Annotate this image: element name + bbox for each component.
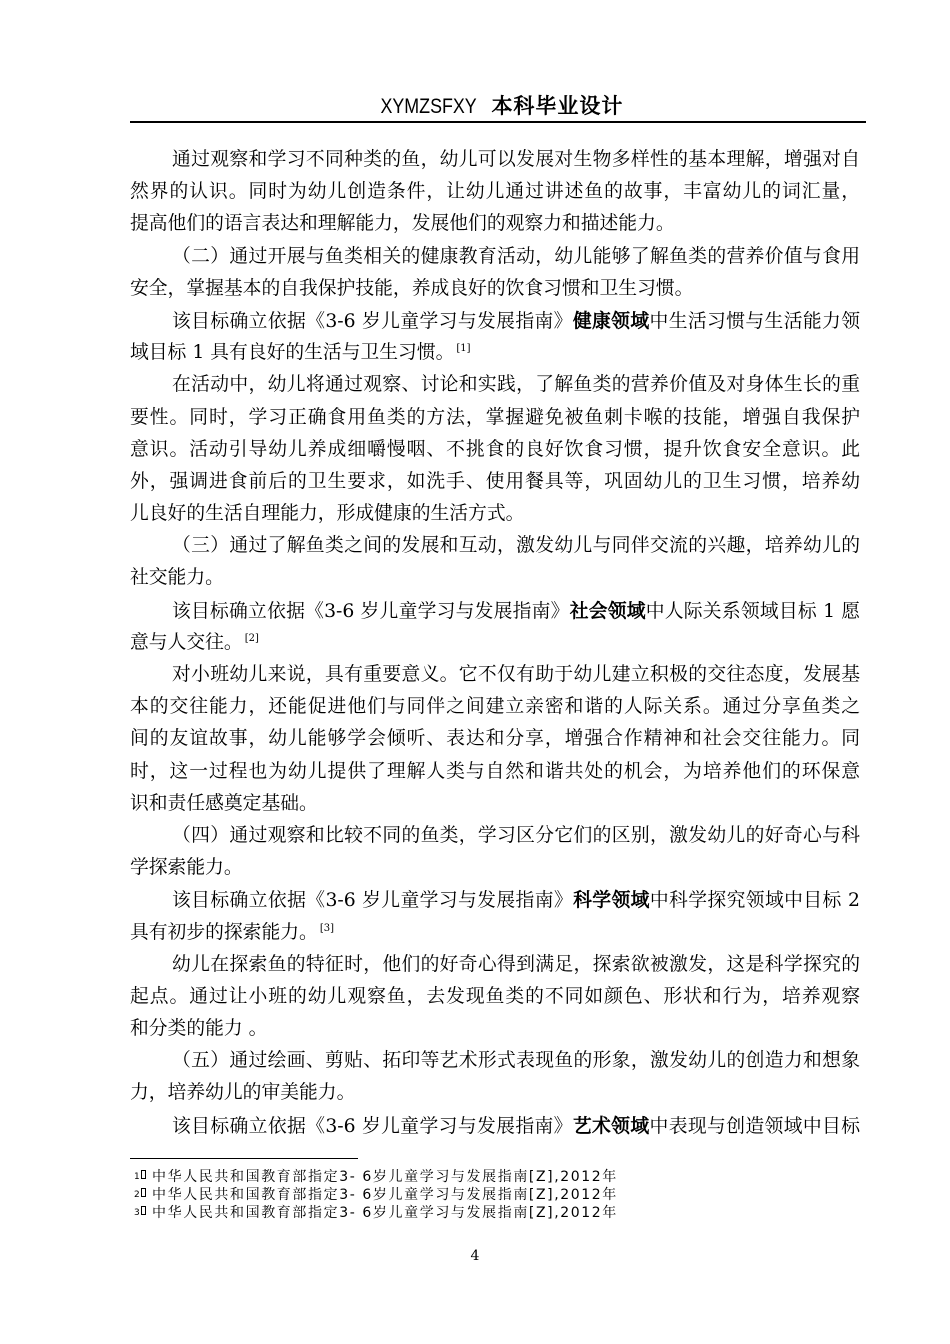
document-body — [130, 144, 860, 1142]
text-run: 幼儿在探索鱼的特征时，他们的好奇心得到满足，探索欲被激发，这是科学探究的 — [172, 953, 860, 975]
footnotes — [134, 1168, 618, 1222]
text-line — [130, 498, 860, 530]
text-line — [130, 241, 860, 273]
text-line — [130, 402, 860, 434]
text-line — [130, 981, 860, 1013]
paragraph — [130, 305, 860, 369]
text-run: 通过观察和学习不同种类的鱼，幼儿可以发展对生物多样性的基本理解，增强对自 — [172, 149, 860, 170]
footnote-text: 中华人民共和国教育部指定3- 6岁儿童学习与发展指南[Z],2012年 — [152, 1169, 618, 1185]
text-line — [130, 466, 860, 498]
bold-term: 社会领域 — [569, 599, 646, 622]
footnote-separator — [130, 1158, 358, 1159]
text-line — [130, 530, 860, 562]
footnote-number: 1 — [134, 1172, 140, 1182]
text-line — [130, 434, 860, 466]
text-run: 中生活习惯与生活能力领 — [649, 310, 861, 332]
text-run: 和分类的能力 。 — [130, 1018, 268, 1040]
text-run: 该目标确立依据《3-6 岁儿童学习与发展指南》 — [172, 890, 574, 912]
text-run: 在活动中，幼儿将通过观察、讨论和实践，了解鱼类的营养价值及对身体生长的重 — [172, 374, 860, 396]
text-run: 儿良好的生活自理能力，形成健康的生活方式。 — [130, 503, 525, 525]
paragraph — [130, 369, 860, 530]
footnote-text: 中华人民共和国教育部指定3- 6岁儿童学习与发展指南[Z],2012年 — [152, 1205, 618, 1221]
text-line — [130, 369, 860, 401]
footnote-reference[interactable]: [1] — [456, 343, 471, 355]
text-run: 外，强调进食前后的卫生要求，如洗手、使用餐具等，巩固幼儿的卫生习惯，培养幼 — [130, 470, 860, 492]
text-run: 中表现与创造领域中目标 — [649, 1115, 861, 1137]
missing-glyph-box — [141, 1170, 146, 1179]
text-line — [130, 208, 860, 240]
footnote — [134, 1204, 618, 1222]
text-run: 力，培养幼儿的审美能力。 — [130, 1082, 356, 1104]
paragraph — [130, 144, 860, 241]
text-run: 中人际关系领域目标 1 愿 — [645, 600, 861, 622]
text-run: 中科学探究领域中目标 2 — [649, 890, 860, 912]
text-run: 域目标 1 具有良好的生活与卫生习惯。 — [130, 342, 455, 364]
text-run: 本的交往能力，还能促进他们与同伴之间建立亲密和谐的人际关系。通过分享鱼类之 — [130, 696, 860, 718]
footnote-number: 2 — [134, 1190, 140, 1200]
paragraph — [130, 1045, 860, 1109]
footnote-reference[interactable]: [2] — [244, 632, 259, 644]
footnote-marker — [134, 1186, 152, 1204]
paragraph — [130, 595, 860, 659]
text-line — [130, 305, 860, 337]
text-run: （二）通过开展与鱼类相关的健康教育活动，幼儿能够了解鱼类的营养价值与食用 — [172, 245, 860, 267]
text-line — [130, 1013, 860, 1045]
paragraph — [130, 884, 860, 948]
text-line — [130, 659, 860, 691]
header-school-code: XYMZSFXY — [380, 95, 477, 118]
text-run: 社交能力。 — [130, 567, 224, 589]
text-line — [130, 1045, 860, 1077]
footnote-marker — [134, 1204, 152, 1222]
paragraph — [130, 820, 860, 884]
text-run: （五）通过绘画、剪贴、拓印等艺术形式表现鱼的形象，激发幼儿的创造力和想象 — [172, 1050, 860, 1072]
text-line — [130, 917, 860, 949]
paragraph — [130, 1110, 860, 1142]
text-line — [130, 788, 860, 820]
text-run: 意识。活动引导幼儿养成细嚼慢咽、不挑食的良好饮食习惯，提升饮食安全意识。此 — [130, 438, 860, 460]
text-run: 安全，掌握基本的自我保护技能，养成良好的饮食习惯和卫生习惯。 — [130, 277, 694, 299]
footnote-number: 3 — [134, 1208, 140, 1218]
missing-glyph-box — [141, 1188, 146, 1197]
paragraph — [130, 949, 860, 1046]
footnote — [134, 1186, 618, 1204]
paragraph — [130, 241, 860, 305]
text-line — [130, 337, 860, 369]
paragraph — [130, 659, 860, 820]
text-line — [130, 1077, 860, 1109]
text-run: 时，这一过程也为幼儿提供了理解人类与自然和谐共处的机会，为培养他们的环保意 — [130, 760, 860, 782]
text-line — [130, 273, 860, 305]
text-run: 该目标确立依据《3-6 岁儿童学习与发展指南》 — [172, 600, 570, 622]
text-run: 该目标确立依据《3-6 岁儿童学习与发展指南》 — [172, 1115, 573, 1137]
text-run: （四）通过观察和比较不同的鱼类，学习区分它们的区别，激发幼儿的好奇心与科 — [172, 824, 860, 846]
text-run: 要性。同时，学习正确食用鱼类的方法，掌握避免被鱼刺卡喉的技能，增强自我保护 — [130, 406, 860, 428]
text-run: 对小班幼儿来说，具有重要意义。它不仅有助于幼儿建立积极的交往态度，发展基 — [172, 664, 860, 685]
text-line — [130, 723, 860, 755]
text-line — [130, 852, 860, 884]
footnote — [134, 1168, 618, 1186]
text-run: 该目标确立依据《3-6 岁儿童学习与发展指南》 — [172, 310, 573, 332]
text-run: 学探索能力。 — [130, 857, 243, 879]
text-line — [130, 144, 860, 176]
footnote-marker — [134, 1168, 152, 1186]
text-run: 然界的认识。同时为幼儿创造条件，让幼儿通过讲述鱼的故事，丰富幼儿的词汇量， — [130, 181, 860, 203]
text-run: 具有初步的探索能力。 — [130, 921, 318, 943]
footnote-reference[interactable]: [3] — [319, 922, 334, 934]
text-line — [130, 595, 860, 627]
text-run: 意与人交往。 — [130, 631, 243, 653]
missing-glyph-box — [141, 1206, 146, 1215]
page-header — [130, 92, 865, 121]
text-run: 间的友谊故事，幼儿能够学会倾听、表达和分享，增强合作精神和社会交往能力。同 — [130, 728, 860, 750]
footnote-text: 中华人民共和国教育部指定3- 6岁儿童学习与发展指南[Z],2012年 — [152, 1187, 618, 1203]
text-run: 起点。通过让小班的幼儿观察鱼，去发现鱼类的不同如颜色、形状和行为，培养观察 — [130, 985, 860, 1007]
paragraph — [130, 530, 860, 594]
text-run: 提高他们的语言表达和理解能力，发展他们的观察力和描述能力。 — [130, 213, 675, 235]
bold-term: 艺术领域 — [572, 1114, 650, 1137]
text-run: （三）通过了解鱼类之间的发展和互动，激发幼儿与同伴交流的兴趣，培养幼儿的 — [172, 535, 860, 557]
text-line — [130, 1110, 860, 1142]
text-line — [130, 691, 860, 723]
text-line — [130, 176, 860, 208]
text-line — [130, 627, 860, 659]
text-run: 识和责任感奠定基础。 — [130, 792, 318, 814]
text-line — [130, 949, 860, 981]
page-number: 4 — [470, 1248, 480, 1264]
bold-term: 健康领域 — [572, 309, 650, 332]
text-line — [130, 562, 860, 594]
text-line — [130, 884, 860, 916]
bold-term: 科学领域 — [573, 889, 650, 912]
header-title: 本科毕业设计 — [491, 93, 624, 118]
text-line — [130, 820, 860, 852]
header-rule — [130, 121, 866, 123]
text-line — [130, 756, 860, 788]
